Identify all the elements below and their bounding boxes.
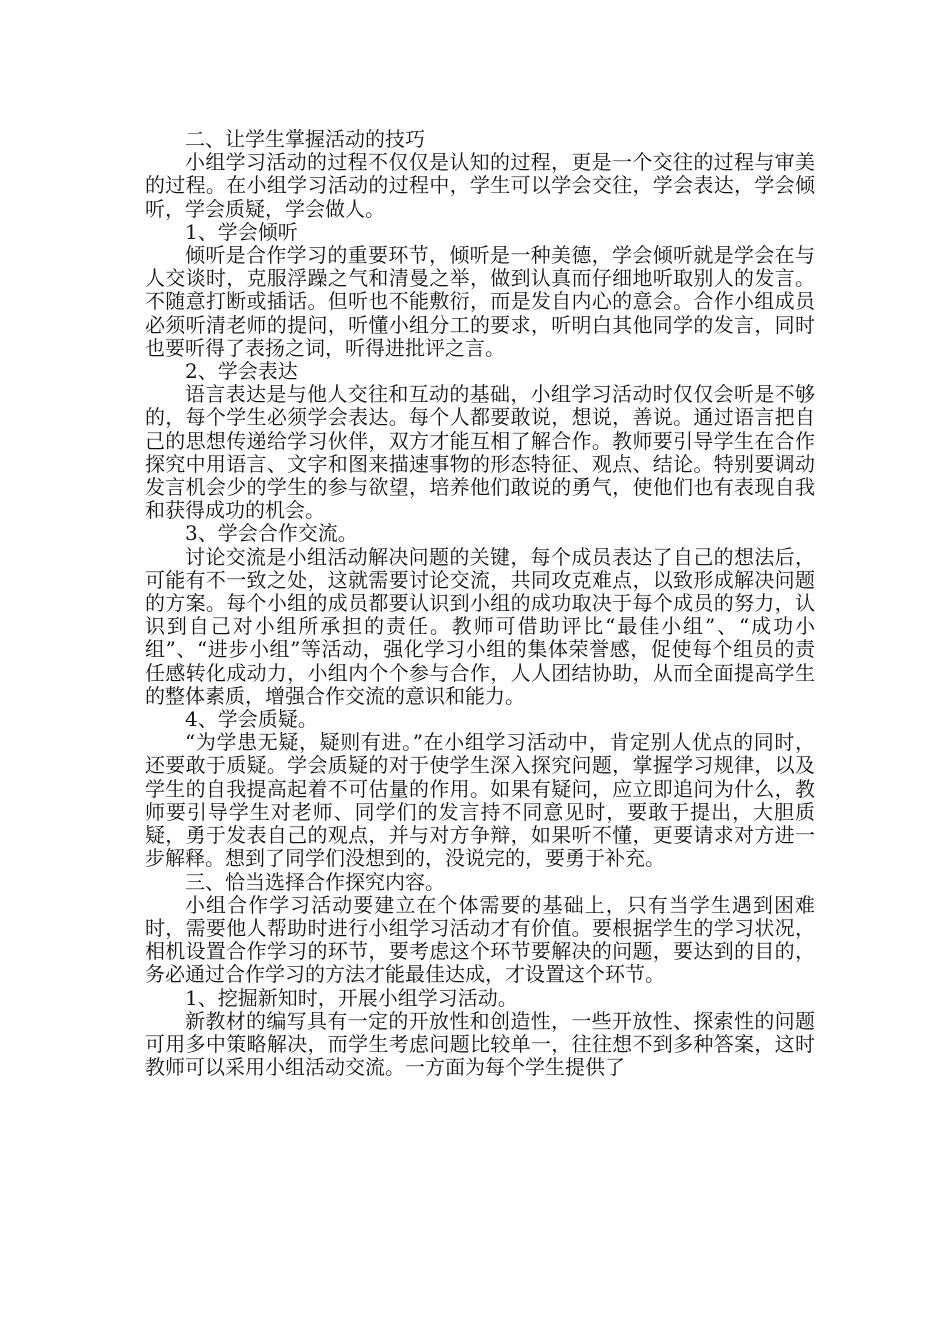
- subsection-heading: 1、学会倾听: [185, 219, 298, 244]
- subsection-heading: 2、学会表达: [185, 359, 298, 384]
- section-heading: 三、恰当选择合作探究内容。: [185, 869, 445, 894]
- body-paragraph: 新教材的编写具有一定的开放性和创造性，一些开放性、探索性的问题可用多中策略解决，而学生考虑问题比较单一，往往想不到多种答案，这时教师可以采用小组活动交流。一方面为每个学生提供了: [145, 1008, 815, 1080]
- subsection-heading: 3、学会合作交流。: [185, 521, 358, 546]
- subsection-heading: 4、学会质疑。: [185, 707, 318, 732]
- body-paragraph: 倾听是合作学习的重要环节，倾听是一种美德，学会倾听就是学会在与人交谈时，克服浮躁之气和清曼之举，做到认真而仔细地听取别人的发言。不随意打断或插话。但听也不能敷衍，而是发自内心的意会。合作小组成员必须听清老师的提问，听懂小组分工的要求，听明白其他同学的发言，同时也要听得了表扬之词，听得进批评之言。: [145, 243, 815, 360]
- body-paragraph: 讨论交流是小组活动解决问题的关键，每个成员表达了自己的想法后，可能有不一致之处，这就需要讨论交流，共同攻克难点，以致形成解决问题的方案。每个小组的成员都要认识到小组的成功取决于每个成员的努力，认识到自己对小组所承担的责任。教师可借助评比“最佳小组”、“成功小组”、“进步小组”等活动，强化学习小组的集体荣誉感，促使每个组员的责任感转化成动力，小组内个个参与合作，人人团结协助，从而全面提高学生的整体素质，增强合作交流的意识和能力。: [145, 544, 815, 708]
- section-heading: 二、让学生掌握活动的技巧: [185, 127, 425, 151]
- body-paragraph: “为学患无疑，疑则有进。”在小组学习活动中，肯定别人优点的同时，还要敢于质疑。学会质疑的对于使学生深入探究问题，掌握学习规律，以及学生的自我提高起着不可估量的作用。如果有疑问，应立即追问为什么，教师要引导学生对老师、同学们的发言持不同意见时，要敢于提出，大胆质疑，勇于发表自己的观点，并与对方争辩，如果听不懂，更要请求对方进一步解释。想到了同学们没想到的，没说完的，要勇于补充。: [145, 730, 815, 871]
- document-body: [145, 128, 815, 1079]
- body-paragraph: 小组合作学习活动要建立在个体需要的基础上，只有当学生遇到困难时，需要他人帮助时进行小组学习活动才有价值。要根据学生的学习状况，相机设置合作学习的环节，要考虑这个环节要解决的问题，要达到的目的，务必通过合作学习的方法才能最佳达成，才设置这个环节。: [145, 892, 815, 987]
- body-paragraph: 小组学习活动的过程不仅仅是认知的过程，更是一个交往的过程与审美的过程。在小组学习活动的过程中，学生可以学会交往，学会表达，学会倾听，学会质疑，学会做人。: [145, 150, 815, 221]
- body-paragraph: 语言表达是与他人交往和互动的基础，小组学习活动时仅仅会听是不够的，每个学生必须学会表达。每个人都要敢说，想说，善说。通过语言把自己的思想传递给学习伙伴，双方才能互相了解合作。教师要引导学生在合作探究中用语言、文字和图来描速事物的形态特征、观点、结论。特别要调动发言机会少的学生的参与欲望，培养他们敢说的勇气，使他们也有表现自我和获得成功的机会。: [145, 382, 815, 523]
- subsection-heading: 1、挖掘新知时，开展小组学习活动。: [185, 985, 518, 1010]
